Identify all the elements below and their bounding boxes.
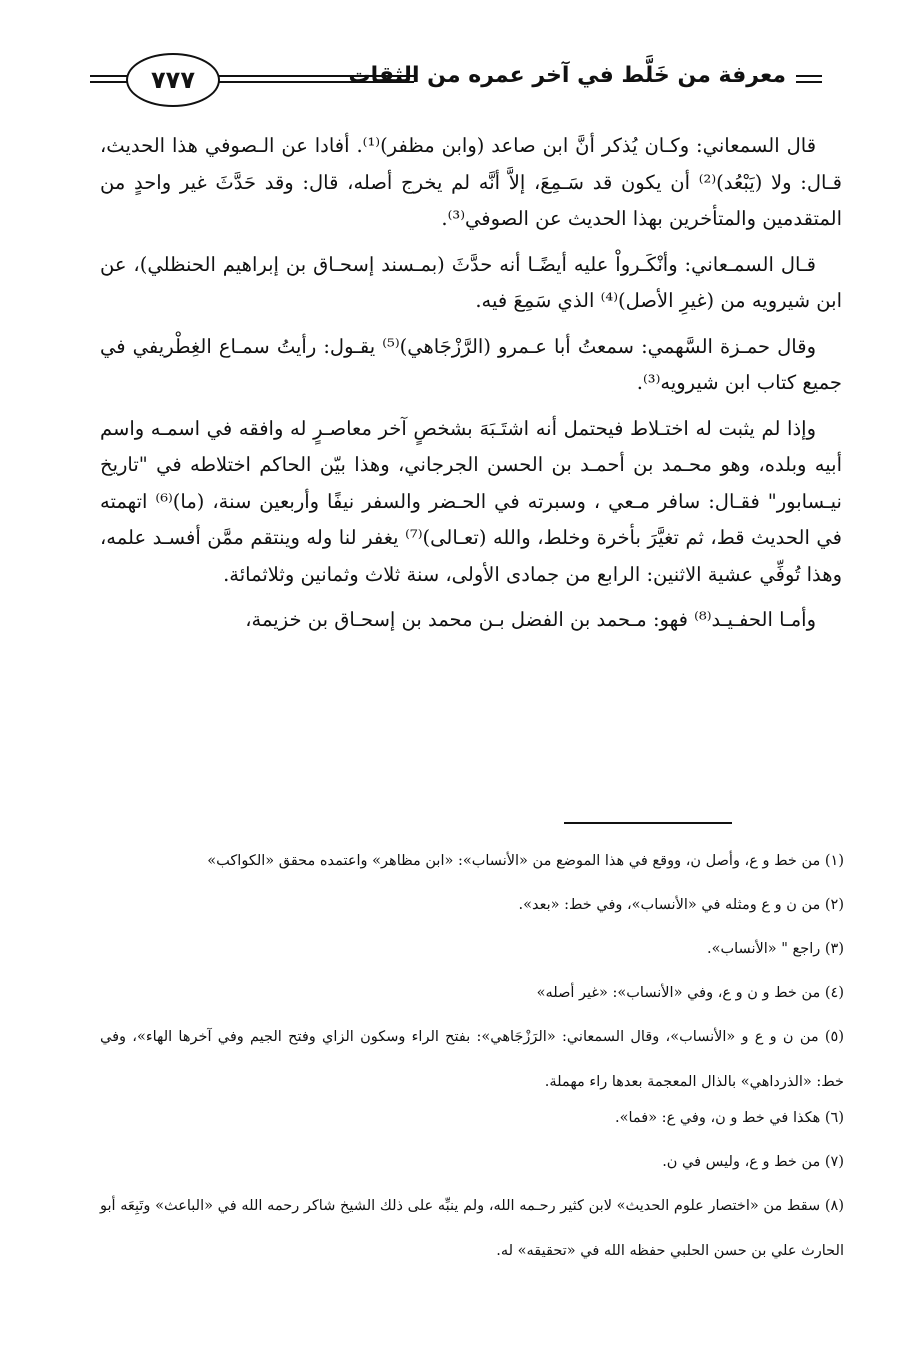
- footnote: (٨) سقط من «اختصار علوم الحديث» لابن كثير رحـمه الله، ولم ينبِّه على ذلك الشيخ شاكر رحمه الله في «الباعث» وتَبِعَه أبو الحارث علي بن حسن الحلبي حفظه الله في «تحقيقه» له.: [100, 1198, 844, 1259]
- paragraph: قال السمعاني: وكـان يُذكر أنَّ ابن صاعد (وابن مظفر)⁽¹⁾. أفادا عن الـصوفي هذا الحديث، قـال: ولا (يَبْعُد)⁽²⁾ أن يكون قد سَـمِعَ، إلاَّ أنَّه لم يخرج أصله، قال: وقد حَدَّثَ غير واحدٍ من المتقدمين والمتأخرين بهذا الحديث عن الصوفي⁽³⁾.: [100, 134, 842, 230]
- paragraph: وأمـا الحفـيـد⁽⁸⁾ فهو: مـحمد بن الفضل بـن محمد بن إسحـاق بن خزيمة،: [245, 608, 816, 631]
- footnotes: [100, 850, 844, 1276]
- main-text: [100, 128, 842, 648]
- paragraph: وقال حمـزة السَّهمي: سمعتُ أبا عـمرو (الرَّزْجَاهي)⁽⁵⁾ يقـول: رأيتُ سمـاع الغِطْريفي في جميع كتاب ابن شيرويه⁽³⁾.: [100, 334, 842, 394]
- running-title: معرفة من خَلَّط في آخر عمره من الثقات: [348, 63, 786, 88]
- footnote-separator: [564, 822, 732, 824]
- paragraph: قـال السمـعاني: وأنْكَـرواْ عليه أيضًـا أنه حدَّثَ (بمـسند إسحـاق بن إبراهيم الحنظلي)، عن ابن شيرويه من (غيرِ الأصل)⁽⁴⁾ الذي سَمِعَ فيه.: [100, 252, 842, 312]
- footnote: (١) من خط و ع، وأصل ن، ووقع في هذا الموضع من «الأنساب»: «ابن مظاهر» واعتمده محقق «الكواكب»: [207, 853, 844, 869]
- header-rule-left: [90, 75, 130, 83]
- footnote: (٢) من ن و ع ومثله في «الأنساب»، وفي خط: «بعد».: [518, 897, 844, 913]
- footnote: (٦) هكذا في خط و ن، وفي ع: «فما».: [614, 1110, 844, 1126]
- footnote: (٤) من خط و ن و ع، وفي «الأنساب»: «غير أصله»: [536, 985, 844, 1001]
- paragraph: وإذا لم يثبت له اختـلاط فيحتمل أنه اشتَـبَهَ بشخصٍ آخر معاصـرٍ له وافقه في اسمـه واسم أبيه وبلده، وهو محـمد بن أحمـد بن الحسن الجرجاني، وهذا بيّن الحاكم اختلاطه في "تاريخ نيـسابور" فقـال: سافر مـعي ، وسبرته في الحـضر والسفر نيفًا وأربعين سنة، (ما)⁽⁶⁾ اتهمته في الحديث قط، ثم تغيَّرَ بأخرة وخلط، والله (تعـالى)⁽⁷⁾ يغفر لنا وله وينتقم ممَّن أفسـد علمه، وهذا تُوفِّي عشية الاثنين: الرابع من جمادى الأولى، سنة ثلاث وثمانين وثلاثمائة.: [100, 416, 842, 586]
- footnote: (٥) من ن و ع و «الأنساب»، وقال السمعاني: «الرَزْجَاهي»: بفتح الراء وسكون الزاي وفتح الجيم وفي آخرها الهاء»، وفي خط: «الذرداهي» بالذال المعجمة بعدها راء مهملة.: [100, 1029, 844, 1090]
- page-number: ٧٧٧: [126, 53, 220, 107]
- header-dash: [796, 75, 822, 83]
- footnote: (٧) من خط و ع، وليس في ن.: [662, 1154, 844, 1170]
- page-header: [96, 48, 826, 110]
- footnote: (٣) راجع " «الأنساب».: [706, 941, 844, 957]
